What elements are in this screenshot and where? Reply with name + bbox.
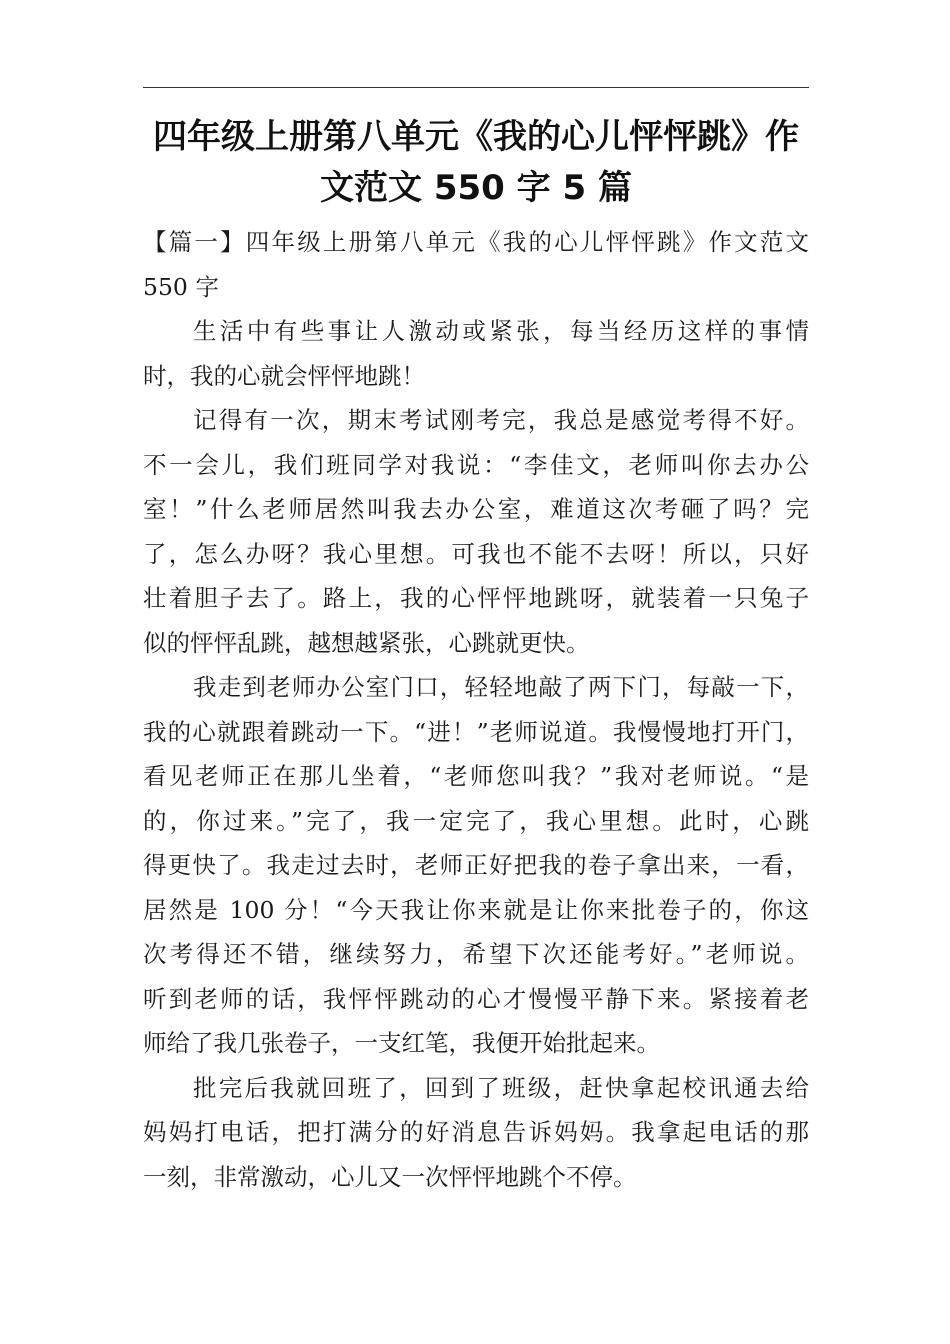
paragraph-line: 了，怎么办呀？我心里想。可我也不能不去呀！所以，只好 <box>143 539 809 568</box>
paragraph-line: 我的心就跟着跳动一下。“进！”老师说道。我慢慢地打开门， <box>143 717 809 746</box>
paragraph-line: 的，你过来。”完了，我一定完了，我心里想。此时，心跳 <box>143 806 809 835</box>
paragraph-line: 妈妈打电话，把打满分的好消息告诉妈妈。我拿起电话的那 <box>143 1118 809 1146</box>
paragraph-line: 次考得还不错，继续努力，希望下次还能考好。”老师说。 <box>143 940 809 968</box>
paragraph-line: 居然是 100 分！“今天我让你来就是让你来批卷子的，你这 <box>143 895 809 924</box>
paragraph-line: 一刻，非常激动，心儿又一次怦怦地跳个不停。 <box>143 1162 637 1191</box>
paragraph-line: 得更快了。我走过去时，老师正好把我的卷子拿出来，一看， <box>143 851 809 879</box>
paragraph-line: 批完后我就回班了，回到了班级，赶快拿起校讯通去给 <box>193 1073 809 1102</box>
paragraph-line: 时，我的心就会怦怦地跳！ <box>143 361 425 390</box>
paragraph-4 <box>143 1066 809 1200</box>
heading-line-2: 550 字 <box>143 272 219 301</box>
paragraph-line: 我走到老师办公室门口，轻轻地敲了两下门，每敲一下， <box>193 673 809 701</box>
paragraph-line: 壮着胆子去了。路上，我的心怦怦地跳呀，就装着一只兔子 <box>143 584 809 612</box>
paragraph-line: 记得有一次，期末考试刚考完，我总是感觉考得不好。 <box>193 406 809 434</box>
section-heading <box>143 220 809 309</box>
paragraph-1 <box>143 309 809 398</box>
document-title <box>143 112 809 214</box>
header-rule <box>143 87 809 88</box>
paragraph-line: 不一会儿，我们班同学对我说：“李佳文，老师叫你去办公 <box>143 450 809 479</box>
paragraph-line: 似的怦怦乱跳，越想越紧张，心跳就更快。 <box>143 628 590 657</box>
heading-line-1: 【篇一】四年级上册第八单元《我的心儿怦怦跳》作文范文 <box>143 228 809 256</box>
paragraph-line: 室！”什么老师居然叫我去办公室，难道这次考砸了吗？完 <box>143 495 809 523</box>
paragraph-3 <box>143 665 809 1066</box>
paragraph-line: 听到老师的话，我怦怦跳动的心才慢慢平静下来。紧接着老 <box>143 984 809 1013</box>
paragraph-2 <box>143 398 809 665</box>
paragraph-line: 生活中有些事让人激动或紧张，每当经历这样的事情 <box>193 317 809 345</box>
title-line-1: 四年级上册第八单元《我的心儿怦怦跳》作 <box>153 117 799 157</box>
paragraph-line: 师给了我几张卷子，一支红笔，我便开始批起来。 <box>143 1029 660 1057</box>
title-line-2: 文范文 550 字 5 篇 <box>320 168 632 208</box>
document-body <box>143 220 809 1199</box>
paragraph-line: 看见老师正在那儿坐着，“老师您叫我？”我对老师说。“是 <box>143 762 809 790</box>
